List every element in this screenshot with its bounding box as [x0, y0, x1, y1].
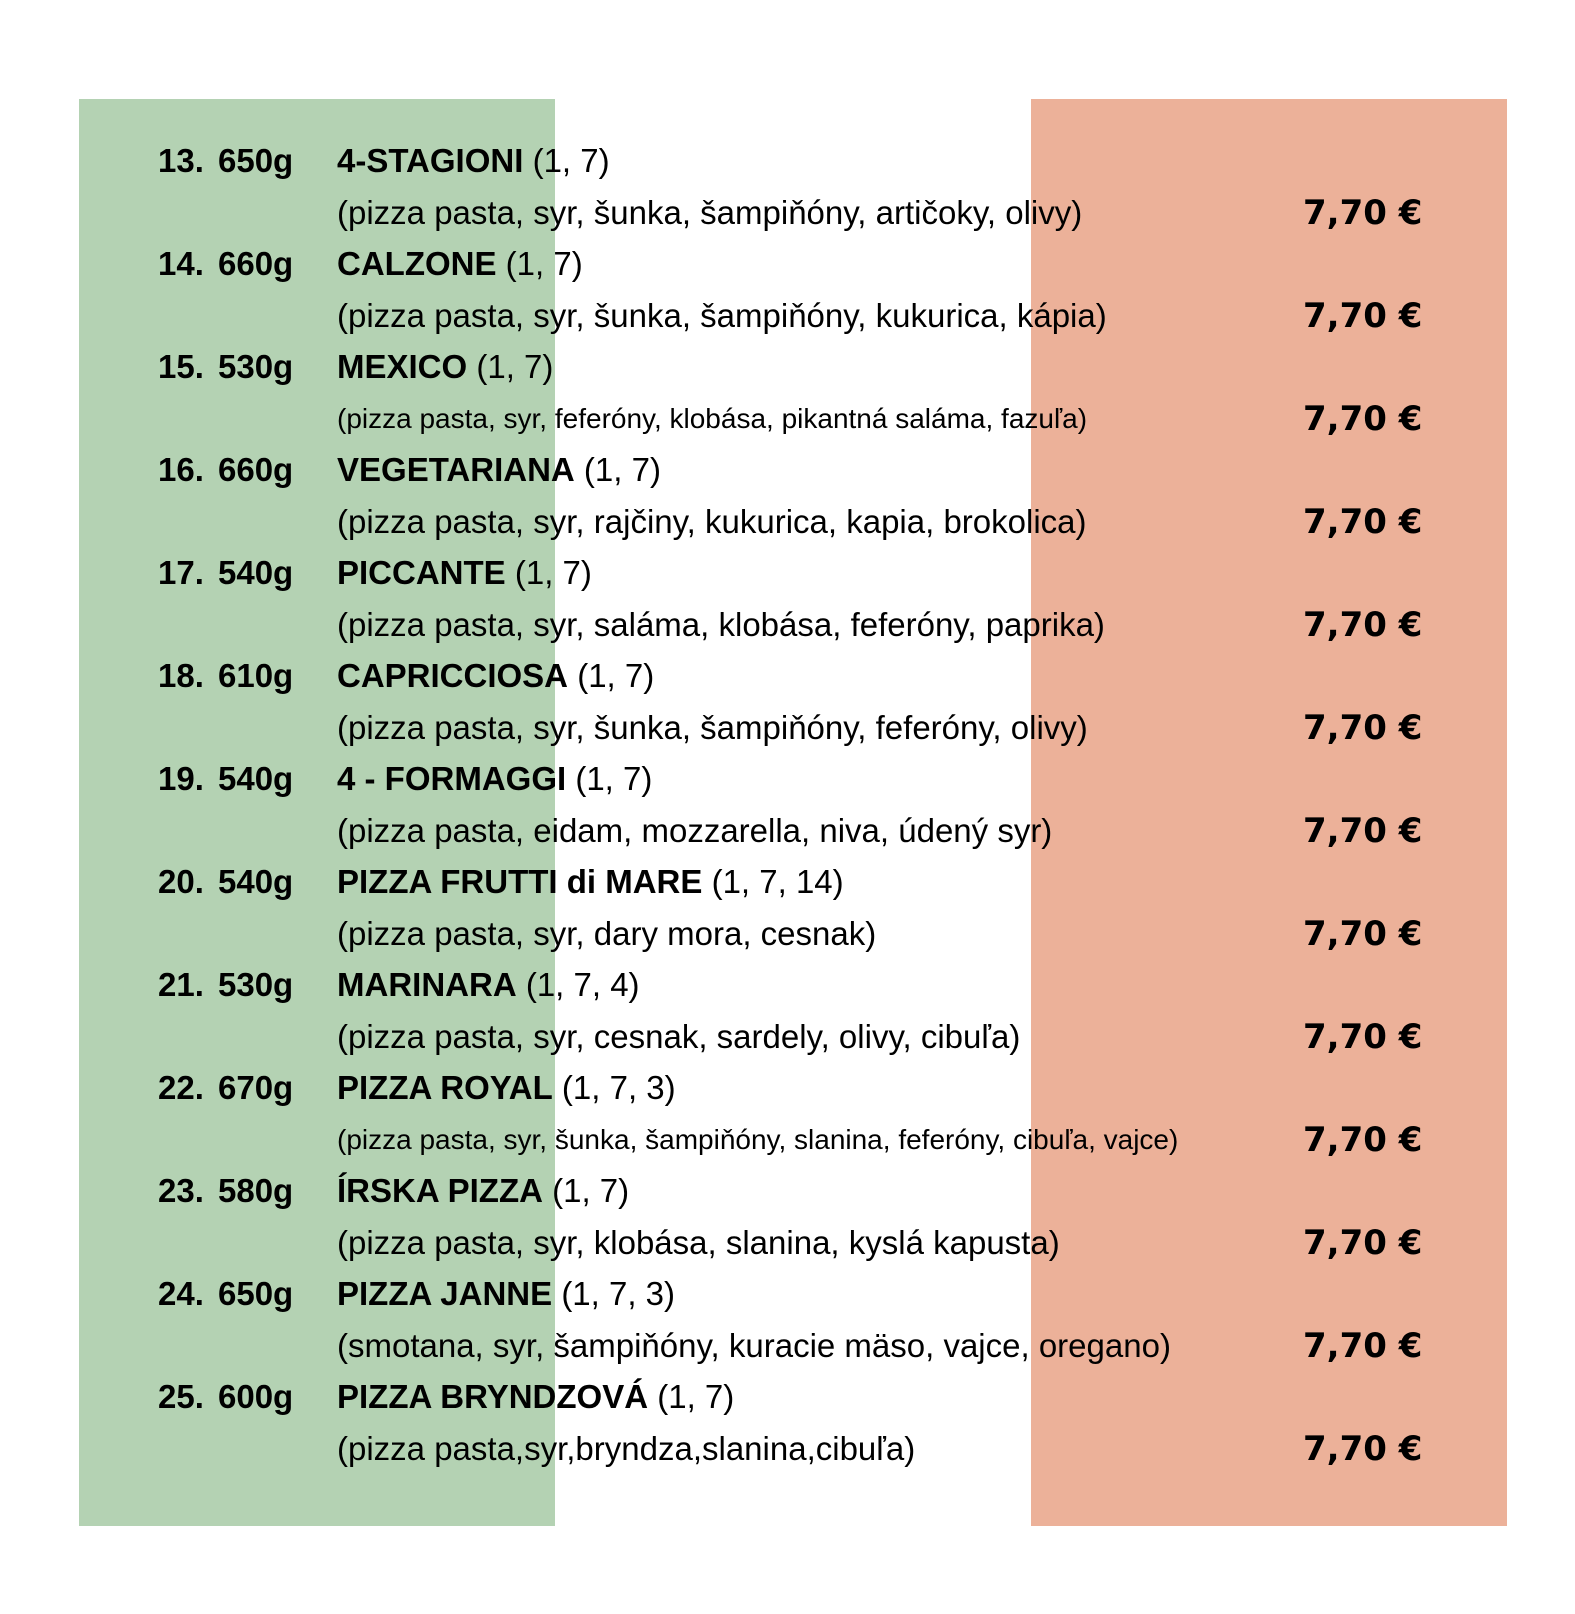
item-weight: 540g: [218, 554, 294, 591]
item-weight: 540g: [218, 863, 294, 900]
item-ingredients: (pizza pasta, syr, klobása, slanina, kyslá kapusta): [337, 1224, 1060, 1261]
item-ingredients: (pizza pasta, syr, rajčiny, kukurica, kapia, brokolica): [337, 503, 1087, 540]
item-name: PIZZA FRUTTI di MARE: [337, 863, 703, 900]
item-ingredients: (pizza pasta, syr, šunka, šampiňóny, feferóny, olivy): [337, 709, 1088, 746]
item-price: 7,70 €: [1303, 502, 1423, 542]
item-allergens: (1, 7): [514, 554, 592, 591]
item-price: 7,70 €: [1303, 296, 1423, 336]
item-price: 7,70 €: [1303, 193, 1423, 233]
menu-item: [0, 859, 1575, 962]
item-ingredients: (pizza pasta, syr, feferóny, klobása, pikantná saláma, fazuľa): [337, 403, 1088, 434]
item-allergens: (1, 7, 4): [525, 966, 640, 1003]
item-price: 7,70 €: [1303, 1017, 1423, 1057]
item-allergens: (1, 7): [476, 348, 554, 385]
item-price: 7,70 €: [1303, 914, 1423, 954]
item-name: CALZONE: [337, 245, 497, 282]
item-weight: 660g: [218, 451, 294, 488]
item-name: 4 - FORMAGGI: [337, 760, 567, 797]
menu-item: [0, 138, 1575, 241]
item-allergens: (1, 7): [583, 451, 661, 488]
item-price: 7,70 €: [1303, 811, 1423, 851]
item-price: 7,70 €: [1303, 708, 1423, 748]
item-number: 22.: [158, 1069, 204, 1106]
menu-item: [0, 241, 1575, 344]
item-number: 20.: [158, 863, 204, 900]
menu-item: [0, 344, 1575, 447]
pizza-menu-list: [0, 138, 1575, 1477]
item-ingredients: (pizza pasta, eidam, mozzarella, niva, údený syr): [337, 812, 1053, 849]
item-allergens: (1, 7): [577, 657, 655, 694]
item-name: MEXICO: [337, 348, 468, 385]
item-ingredients: (pizza pasta, syr, šunka, šampiňóny, slanina, feferóny, cibuľa, vajce): [337, 1124, 1179, 1155]
item-allergens: (1, 7): [575, 760, 653, 797]
item-ingredients: (pizza pasta, syr, šunka, šampiňóny, kukurica, kápia): [337, 297, 1107, 334]
item-ingredients: (pizza pasta, syr, cesnak, sardely, olivy, cibuľa): [337, 1018, 1021, 1055]
item-number: 25.: [158, 1378, 204, 1415]
item-weight: 610g: [218, 657, 294, 694]
menu-item: [0, 447, 1575, 550]
menu-item: [0, 1168, 1575, 1271]
item-ingredients: (pizza pasta, syr, saláma, klobása, feferóny, paprika): [337, 606, 1105, 643]
menu-item: [0, 1065, 1575, 1168]
item-weight: 530g: [218, 348, 294, 385]
item-name: PIZZA ROYAL: [337, 1069, 553, 1106]
item-ingredients: (pizza pasta,syr,bryndza,slanina,cibuľa): [337, 1430, 916, 1467]
item-ingredients: (pizza pasta, syr, šunka, šampiňóny, artičoky, olivy): [337, 194, 1083, 231]
menu-item: [0, 550, 1575, 653]
item-allergens: (1, 7): [532, 142, 610, 179]
item-name: MARINARA: [337, 966, 517, 1003]
menu-item: [0, 653, 1575, 756]
menu-item: [0, 962, 1575, 1065]
item-name: PICCANTE: [337, 554, 506, 591]
item-name: ÍRSKA PIZZA: [337, 1172, 543, 1209]
item-number: 23.: [158, 1172, 204, 1209]
item-name: PIZZA JANNE: [337, 1275, 553, 1312]
item-number: 14.: [158, 245, 204, 282]
item-price: 7,70 €: [1303, 605, 1423, 645]
item-weight: 650g: [218, 142, 294, 179]
item-name: CAPRICCIOSA: [337, 657, 569, 694]
item-number: 15.: [158, 348, 204, 385]
item-weight: 670g: [218, 1069, 294, 1106]
item-price: 7,70 €: [1303, 1120, 1423, 1160]
item-weight: 600g: [218, 1378, 294, 1415]
item-number: 13.: [158, 142, 204, 179]
item-name: VEGETARIANA: [337, 451, 575, 488]
item-weight: 540g: [218, 760, 294, 797]
item-allergens: (1, 7): [505, 245, 583, 282]
item-weight: 660g: [218, 245, 294, 282]
item-allergens: (1, 7, 14): [711, 863, 844, 900]
item-number: 18.: [158, 657, 204, 694]
item-number: 21.: [158, 966, 204, 1003]
item-price: 7,70 €: [1303, 1429, 1423, 1469]
item-name: 4-STAGIONI: [337, 142, 524, 179]
item-price: 7,70 €: [1303, 1223, 1423, 1263]
item-ingredients: (pizza pasta, syr, dary mora, cesnak): [337, 915, 877, 952]
item-allergens: (1, 7, 3): [561, 1275, 676, 1312]
item-weight: 580g: [218, 1172, 294, 1209]
item-price: 7,70 €: [1303, 399, 1423, 439]
item-number: 17.: [158, 554, 204, 591]
item-weight: 530g: [218, 966, 294, 1003]
menu-item: [0, 756, 1575, 859]
menu-item: [0, 1374, 1575, 1477]
item-allergens: (1, 7): [657, 1378, 735, 1415]
item-ingredients: (smotana, syr, šampiňóny, kuracie mäso, vajce, oregano): [337, 1327, 1171, 1364]
item-allergens: (1, 7, 3): [561, 1069, 676, 1106]
item-number: 24.: [158, 1275, 204, 1312]
menu-item: [0, 1271, 1575, 1374]
item-price: 7,70 €: [1303, 1326, 1423, 1366]
item-number: 16.: [158, 451, 204, 488]
item-number: 19.: [158, 760, 204, 797]
item-weight: 650g: [218, 1275, 294, 1312]
item-allergens: (1, 7): [552, 1172, 630, 1209]
item-name: PIZZA BRYNDZOVÁ: [337, 1378, 649, 1415]
